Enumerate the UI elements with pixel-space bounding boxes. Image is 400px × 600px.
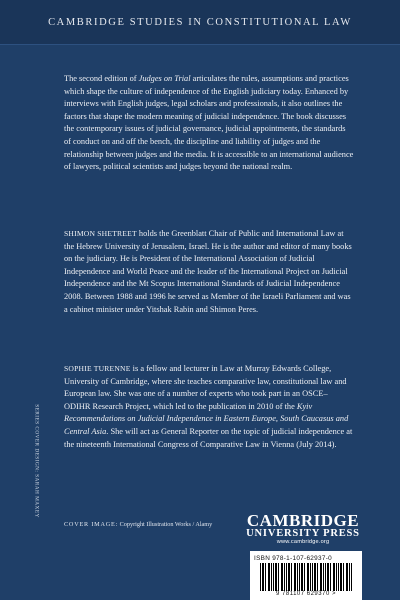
cover-image-label: COVER IMAGE: (64, 521, 119, 528)
book-description (64, 73, 354, 174)
barcode-digits: 9 781107 629370 > (276, 591, 336, 597)
series-cover-design-text: SERIES COVER DESIGN: SARAH MAXEY (33, 404, 40, 518)
description-before-title: The second edition of (64, 74, 139, 83)
publication-title: Kyiv Recommendations on Judicial Independence in Eastern Europe, South Caucasus and Central Asia (64, 401, 349, 436)
publisher-sub-name: UNIVERSITY PRESS (246, 528, 360, 539)
author-one-bio (64, 228, 354, 316)
author-two-text-after-title: . She will act as General Reporter on the topic of judicial independence at the nineteenth International Congress of Comparative Law in Vienna (July 2014). (64, 426, 353, 449)
series-header (0, 0, 400, 45)
isbn-barcode-box (250, 551, 362, 600)
cover-image-source: Copyright Illustration Works / Alamy (118, 521, 213, 528)
author-one-text: holds the Greenblatt Chair of Public and International Law at the Hebrew University of Jerusalem, Israel. He is the author and editor of many books on the judiciary. He is President of the International Association of Judicial Independence and World Peace and the leader of the International Project on Judicial Independence and the Mt Scopus International Standards of Judicial Independence 2008. Between 1988 and 1996 he served as Member of the Israeli Parliament and was a cabinet minister under Yitshak Rabin and Shimon Peres. (64, 229, 352, 314)
author-one-name: SHIMON SHETREET (64, 229, 137, 238)
author-two-bio (64, 363, 354, 451)
series-title: CAMBRIDGE STUDIES IN CONSTITUTIONAL LAW (48, 17, 352, 28)
description-after-title: articulates the rules, assumptions and practices which shape the culture of independence of the English judiciary today. Enhanced by interviews with English judges, legal scholars and professionals, it also outlines the factors that shape the modern meaning of judicial independence. The book discusses the contemporary issues of judicial governance, judicial appointments, the standards of conduct on and off the bench, the discipline and liability of judges and the relationship between judges and the media. It is accessible to an international audience of lawyers, political scientists and judges beyond the national realm. (64, 74, 354, 172)
author-two-name: SOPHIE TURENNE (64, 364, 131, 373)
publisher-main-name: CAMBRIDGE (246, 511, 360, 530)
publisher-logo (245, 513, 361, 547)
author-two-text-before-title: is a fellow and lecturer in Law at Murray Edwards College, University of Cambridge, where she teaches comparative law, constitutional law and European law. She was one of a number of experts who took part in an OSCE–ODIHR Research Project, which led to the publication in 2010 of the (64, 364, 347, 411)
series-cover-design-credit (33, 395, 40, 530)
barcode-bars (260, 563, 352, 591)
isbn-number: ISBN 978-1-107-62937-0 (254, 555, 333, 562)
publisher-url: www.cambridge.org (276, 539, 330, 545)
book-title: Judges on Trial (138, 74, 191, 83)
cover-image-credit (64, 521, 274, 529)
